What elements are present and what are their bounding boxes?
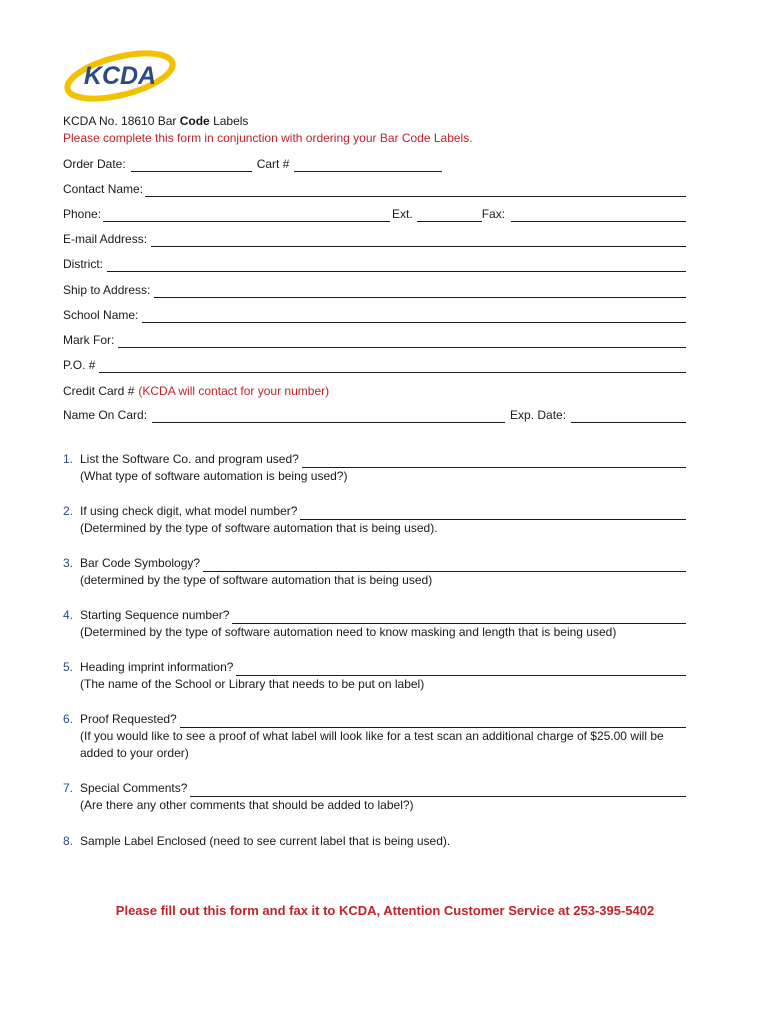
exp-date-field[interactable]	[571, 410, 686, 423]
question-5: 5. Heading imprint information? (The name of the School or Library that needs to be put on label)	[63, 659, 686, 693]
question-6: 6. Proof Requested? (If you would like to see a proof of what label will look like for a test scan an additional charge of $25.00 will be added to your order)	[63, 711, 686, 762]
po-row: P.O. #	[63, 358, 686, 373]
fax-field[interactable]	[511, 209, 686, 222]
name-on-card-field[interactable]	[152, 410, 505, 423]
question-8: 8. Sample Label Enclosed (need to see current label that is being used).	[63, 834, 451, 848]
mark-for-field[interactable]	[118, 335, 686, 348]
question-2: 2. If using check digit, what model number? (Determined by the type of software automation that is being used).	[63, 503, 686, 537]
district-row: District:	[63, 257, 686, 272]
ship-to-field[interactable]	[154, 285, 686, 298]
question-4: 4. Starting Sequence number? (Determined by the type of software automation need to know masking and length that is being used)	[63, 607, 686, 641]
answer-6-field[interactable]	[180, 714, 686, 728]
question-7: 7. Special Comments? (Are there any other comments that should be added to label?)	[63, 780, 686, 814]
email-row: E-mail Address:	[63, 232, 686, 247]
ship-to-row: Ship to Address:	[63, 283, 686, 298]
school-name-row: School Name:	[63, 308, 686, 323]
cart-field[interactable]	[294, 159, 442, 172]
mark-for-row: Mark For:	[63, 333, 686, 348]
answer-2-field[interactable]	[300, 506, 686, 520]
phone-row: Phone: Ext. Fax:	[63, 207, 686, 222]
kcda-logo	[62, 46, 178, 102]
answer-1-field[interactable]	[302, 454, 686, 468]
answer-3-field[interactable]	[203, 558, 686, 572]
name-on-card-row: Name On Card: Exp. Date:	[63, 408, 686, 423]
ext-field[interactable]	[417, 209, 482, 222]
question-1: 1. List the Software Co. and program used? (What type of software automation is being used?)	[63, 451, 686, 485]
credit-card-note: (KCDA will contact for your number)	[138, 384, 330, 398]
answer-5-field[interactable]	[236, 662, 686, 676]
email-field[interactable]	[151, 234, 686, 247]
form-subtitle: Please complete this form in conjunction with ordering your Bar Code Labels.	[63, 131, 473, 145]
contact-name-field[interactable]	[145, 184, 686, 197]
order-date-field[interactable]	[131, 159, 252, 172]
contact-name-row: Contact Name:	[63, 182, 686, 197]
order-date-row: Order Date: Cart #	[63, 157, 686, 172]
phone-field[interactable]	[103, 209, 390, 222]
district-field[interactable]	[107, 259, 686, 272]
logo-text: KCDA	[83, 62, 157, 90]
school-name-field[interactable]	[142, 310, 686, 323]
form-title: KCDA No. 18610 Bar Code Labels	[63, 114, 249, 128]
answer-4-field[interactable]	[232, 610, 686, 624]
credit-card-row: Credit Card # (KCDA will contact for your number)	[63, 384, 330, 398]
fax-instructions: Please fill out this form and fax it to KCDA, Attention Customer Service at 253-395-5402	[115, 903, 655, 918]
po-field[interactable]	[99, 360, 686, 373]
question-3: 3. Bar Code Symbology? (determined by the type of software automation that is being used)	[63, 555, 686, 589]
answer-7-field[interactable]	[190, 783, 686, 797]
